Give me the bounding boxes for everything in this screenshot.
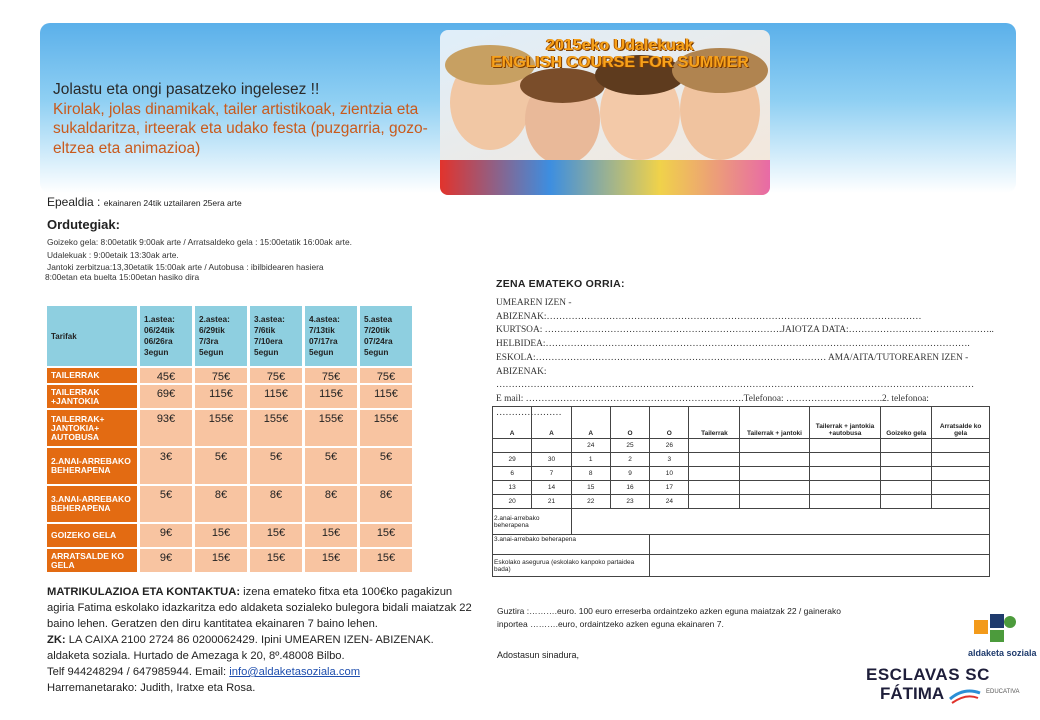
price-cell: 115€ bbox=[195, 385, 247, 408]
option-cell[interactable] bbox=[809, 481, 881, 495]
price-row-label: TAILERRAK+ JANTOKIA+ AUTOBUSA bbox=[47, 410, 137, 446]
epealdia-value: ekainaren 24tik uztailaren 25era arte bbox=[103, 198, 242, 208]
price-cell: 75€ bbox=[195, 368, 247, 383]
day-cell bbox=[532, 439, 571, 453]
insurance-row bbox=[493, 555, 990, 577]
epealdia-label: Epealdia : bbox=[47, 195, 104, 209]
option-cell[interactable] bbox=[689, 439, 740, 453]
option-cell[interactable] bbox=[809, 439, 881, 453]
option-cell[interactable] bbox=[881, 481, 932, 495]
calendar-week-row bbox=[493, 481, 990, 495]
day-cell: 20 bbox=[493, 495, 532, 509]
day-cell: 14 bbox=[532, 481, 571, 495]
day-cell: 13 bbox=[493, 481, 532, 495]
option-cell[interactable] bbox=[689, 495, 740, 509]
price-header-row bbox=[47, 306, 412, 366]
option-header: Tailerrak + jantoki bbox=[740, 407, 809, 439]
esclavas-text: ESCLAVAS SC bbox=[866, 665, 990, 684]
form-line-school: ESKOLA:………………………………………………………………………………… AMA/AITA/TUTOREAREN IZEN -ABIZENAK: bbox=[496, 352, 969, 377]
day-cell: 8 bbox=[571, 467, 610, 481]
price-cell: 8€ bbox=[360, 486, 412, 522]
price-cell: 9€ bbox=[140, 549, 192, 572]
option-cell[interactable] bbox=[740, 467, 809, 481]
price-cell: 8€ bbox=[305, 486, 357, 522]
price-cell: 69€ bbox=[140, 385, 192, 408]
discount-2-label: 2.anai-arrebako beherapena bbox=[493, 509, 572, 535]
day-header: A bbox=[493, 407, 532, 439]
day-cell: 1 bbox=[571, 453, 610, 467]
price-row-label: GOIZEKO GELA bbox=[47, 524, 137, 547]
option-header: Tailerrak bbox=[689, 407, 740, 439]
calendar-header bbox=[493, 407, 990, 439]
price-cell: 15€ bbox=[360, 549, 412, 572]
total-line-2: inportea ……….euro, ordaintzeko azken eguna ekainaren 7. bbox=[497, 618, 724, 629]
day-cell: 3 bbox=[650, 453, 689, 467]
day-cell: 30 bbox=[532, 453, 571, 467]
fatima-sub-text: EDUCATIVA bbox=[986, 689, 1020, 695]
day-header: A bbox=[532, 407, 571, 439]
price-row bbox=[47, 385, 412, 408]
price-cell: 75€ bbox=[360, 368, 412, 383]
registration-text: izena emateko fitxa eta 100€ko pagakizun agiria Fatima eskolako idazkaritza edo aldaketa sozialeko bulegora bidali maiatzak 22 baino lehen. Geratzen den diru kantitatea ekainaren 7 baino lehen. bbox=[47, 586, 472, 630]
discount-3-cell[interactable] bbox=[650, 535, 990, 555]
week-header: 1.astea: 06/24tik 06/26ra 3egun bbox=[140, 306, 192, 366]
swoosh-icon bbox=[948, 685, 982, 705]
price-cell: 5€ bbox=[140, 486, 192, 522]
day-cell: 24 bbox=[571, 439, 610, 453]
option-cell[interactable] bbox=[932, 439, 990, 453]
esclavas-fatima-logo bbox=[866, 665, 1036, 715]
day-cell: 9 bbox=[610, 467, 649, 481]
form-line-contact: E mail: …………………………………………………………….Telefonoa: ………………………….2. telefonoa: ………………… bbox=[496, 393, 929, 418]
week-header: 5.astea 7/20tik 07/24ra 5egun bbox=[360, 306, 412, 366]
price-cell: 115€ bbox=[305, 385, 357, 408]
option-header: Goizeko gela bbox=[881, 407, 932, 439]
schedule-line: 8:00etan eta buelta 15:00etan hasiko dira bbox=[45, 272, 200, 282]
day-header: A bbox=[571, 407, 610, 439]
price-cell: 9€ bbox=[140, 524, 192, 547]
price-corner: Tarifak bbox=[47, 306, 137, 366]
bank-text: LA CAIXA 2100 2724 86 0200062429. Ipini UMEAREN IZEN- ABIZENAK. aldaketa soziala. Hurtado de Amezaga k 20, 8º.48008 Bilbo. bbox=[47, 634, 434, 662]
option-cell[interactable] bbox=[809, 495, 881, 509]
price-cell: 115€ bbox=[360, 385, 412, 408]
price-cell: 15€ bbox=[195, 524, 247, 547]
phone-text: Telf 944248294 / 647985944. Email: bbox=[47, 666, 230, 678]
calendar-table bbox=[492, 406, 990, 577]
price-cell: 75€ bbox=[250, 368, 302, 383]
price-cell: 5€ bbox=[305, 448, 357, 484]
bank-label: ZK: bbox=[47, 634, 66, 646]
price-cell: 15€ bbox=[250, 524, 302, 547]
price-cell: 155€ bbox=[305, 410, 357, 446]
signature-label: Adostasun sinadura, bbox=[497, 650, 580, 660]
week-header: 2.astea: 6/29tik 7/3ra 5egun bbox=[195, 306, 247, 366]
price-cell: 155€ bbox=[360, 410, 412, 446]
price-row bbox=[47, 549, 412, 572]
epealdia bbox=[47, 195, 242, 209]
option-cell[interactable] bbox=[881, 453, 932, 467]
price-table bbox=[44, 304, 415, 574]
option-cell[interactable] bbox=[740, 495, 809, 509]
day-cell: 25 bbox=[610, 439, 649, 453]
day-cell: 16 bbox=[610, 481, 649, 495]
intro-text bbox=[53, 80, 443, 158]
day-cell: 15 bbox=[571, 481, 610, 495]
form-line-course: KURTSOA: ………………………………………………………………….JAIOTZA DATA:……………………………………….. bbox=[496, 325, 994, 336]
calendar-week-row bbox=[493, 439, 990, 453]
option-header: Arratsalde ko gela bbox=[932, 407, 990, 439]
price-cell: 5€ bbox=[195, 448, 247, 484]
price-row bbox=[47, 410, 412, 446]
day-cell: 29 bbox=[493, 453, 532, 467]
day-cell: 23 bbox=[610, 495, 649, 509]
option-cell[interactable] bbox=[881, 495, 932, 509]
aldaketa-logo-text: aldaketa soziala bbox=[968, 648, 1037, 658]
option-cell[interactable] bbox=[809, 467, 881, 481]
registration-form-lines bbox=[496, 297, 996, 420]
discount-3-label: 3.anai-arrebako beherapena bbox=[493, 535, 650, 555]
option-cell[interactable] bbox=[932, 495, 990, 509]
price-row-label: TAILERRAK bbox=[47, 368, 137, 383]
calendar-week-row bbox=[493, 467, 990, 481]
price-cell: 8€ bbox=[195, 486, 247, 522]
price-cell: 15€ bbox=[305, 549, 357, 572]
option-cell[interactable] bbox=[740, 439, 809, 453]
day-cell: 26 bbox=[650, 439, 689, 453]
discount-row bbox=[493, 535, 990, 555]
option-cell[interactable] bbox=[689, 481, 740, 495]
price-row-label: 3.ANAI-ARREBAKO BEHERAPENA bbox=[47, 486, 137, 522]
insurance-cell[interactable] bbox=[650, 555, 990, 577]
week-header: 4.astea: 7/13tik 07/17ra 5egun bbox=[305, 306, 357, 366]
schedule-line: Udalekuak : 9:00etaik 13:30ak arte. bbox=[47, 250, 179, 260]
price-cell: 45€ bbox=[140, 368, 192, 383]
aldaketa-soziala-logo bbox=[958, 610, 1038, 665]
schedule-line: Goizeko gela: 8:00etatik 9:00ak arte / Arratsaldeko gela : 15:00etatik 16:00ak arte. bbox=[47, 237, 352, 247]
schedule-line: Jantoki zerbitzua:13,30etatik 15:00ak arte / Autobusa : ibilbidearen hasiera bbox=[47, 262, 324, 272]
price-cell: 15€ bbox=[250, 549, 302, 572]
option-cell[interactable] bbox=[932, 467, 990, 481]
price-cell: 5€ bbox=[360, 448, 412, 484]
title-line-1: 2015eko Udalekuak bbox=[546, 37, 694, 54]
day-header: O bbox=[650, 407, 689, 439]
option-cell[interactable] bbox=[689, 467, 740, 481]
registration-heading: MATRIKULAZIOA ETA KONTAKTUA: bbox=[47, 586, 241, 598]
price-row bbox=[47, 368, 412, 383]
price-row bbox=[47, 524, 412, 547]
form-line-name: UMEAREN IZEN -ABIZENAK:………………………………………………………………………………………………………… bbox=[496, 298, 922, 322]
puzzle-icon bbox=[972, 610, 1022, 644]
total-info bbox=[497, 605, 997, 630]
day-cell: 6 bbox=[493, 467, 532, 481]
option-header: Tailerrak + jantokia +autobusa bbox=[809, 407, 881, 439]
option-cell[interactable] bbox=[881, 467, 932, 481]
day-cell: 7 bbox=[532, 467, 571, 481]
price-cell: 75€ bbox=[305, 368, 357, 383]
day-cell: 17 bbox=[650, 481, 689, 495]
price-cell: 115€ bbox=[250, 385, 302, 408]
contacts-text: Harremanetarako: Judith, Iratxe eta Rosa. bbox=[47, 682, 256, 694]
total-line-1: Guztira :……….euro. 100 euro erreserba ordaintzeko azken eguna maiatzak 22 / gainerako bbox=[497, 606, 841, 616]
price-cell: 15€ bbox=[195, 549, 247, 572]
day-cell bbox=[493, 439, 532, 453]
day-cell: 10 bbox=[650, 467, 689, 481]
option-cell[interactable] bbox=[689, 453, 740, 467]
price-cell: 155€ bbox=[195, 410, 247, 446]
intro-line-1: Jolastu eta ongi pasatzeko ingelesez !! bbox=[53, 81, 320, 98]
price-row bbox=[47, 448, 412, 484]
price-row-label: TAILERRAK +JANTOKIA bbox=[47, 385, 137, 408]
price-cell: 5€ bbox=[250, 448, 302, 484]
price-cell: 15€ bbox=[360, 524, 412, 547]
fatima-text: FÁTIMA bbox=[880, 684, 945, 703]
insurance-label: Eskolako asegurua (eskolako kanpoko partaidea bada) bbox=[493, 555, 650, 577]
child-hair bbox=[520, 68, 605, 103]
intro-activities: Kirolak, jolas dinamikak, tailer artistikoak, zientzia eta sukaldaritza, irteerak eta udako festa (puzgarria, gozo-eltzea eta animazioa) bbox=[53, 100, 428, 157]
title-line-2: ENGLISH COURSE FOR SUMMER bbox=[491, 54, 749, 71]
ordutegiak-details bbox=[47, 236, 467, 282]
option-cell[interactable] bbox=[740, 453, 809, 467]
registration-info bbox=[47, 584, 477, 696]
form-heading: ZENA EMATEKO ORRIA: bbox=[496, 278, 625, 290]
day-cell: 2 bbox=[610, 453, 649, 467]
ordutegiak-heading: Ordutegiak: bbox=[47, 217, 120, 232]
day-header: O bbox=[610, 407, 649, 439]
price-row-label: 2.ANAI-ARREBAKO BEHERAPENA bbox=[47, 448, 137, 484]
option-cell[interactable] bbox=[932, 453, 990, 467]
form-line-address: HELBIDEA:………………………………………………………………………………………………………………………. bbox=[496, 339, 970, 350]
calendar-week-row bbox=[493, 495, 990, 509]
option-cell[interactable] bbox=[740, 481, 809, 495]
price-cell: 93€ bbox=[140, 410, 192, 446]
email-link[interactable]: info@aldaketasoziala.com bbox=[229, 666, 361, 678]
price-row bbox=[47, 486, 412, 522]
week-header: 3.astea: 7/6tik 7/10era 5egun bbox=[250, 306, 302, 366]
page-title bbox=[440, 37, 800, 71]
option-cell[interactable] bbox=[809, 453, 881, 467]
calendar-week-row bbox=[493, 453, 990, 467]
discount-row bbox=[493, 509, 990, 535]
option-cell[interactable] bbox=[881, 439, 932, 453]
day-cell: 22 bbox=[571, 495, 610, 509]
form-line-blank: ……………………………………………………………………………………………………………………………………… bbox=[496, 380, 975, 391]
children-shirts bbox=[440, 160, 770, 195]
price-cell: 155€ bbox=[250, 410, 302, 446]
price-cell: 3€ bbox=[140, 448, 192, 484]
day-cell: 24 bbox=[650, 495, 689, 509]
price-cell: 8€ bbox=[250, 486, 302, 522]
price-row-label: ARRATSALDE KO GELA bbox=[47, 549, 137, 572]
option-cell[interactable] bbox=[932, 481, 990, 495]
price-cell: 15€ bbox=[305, 524, 357, 547]
day-cell: 21 bbox=[532, 495, 571, 509]
discount-2-cell[interactable] bbox=[571, 509, 989, 535]
